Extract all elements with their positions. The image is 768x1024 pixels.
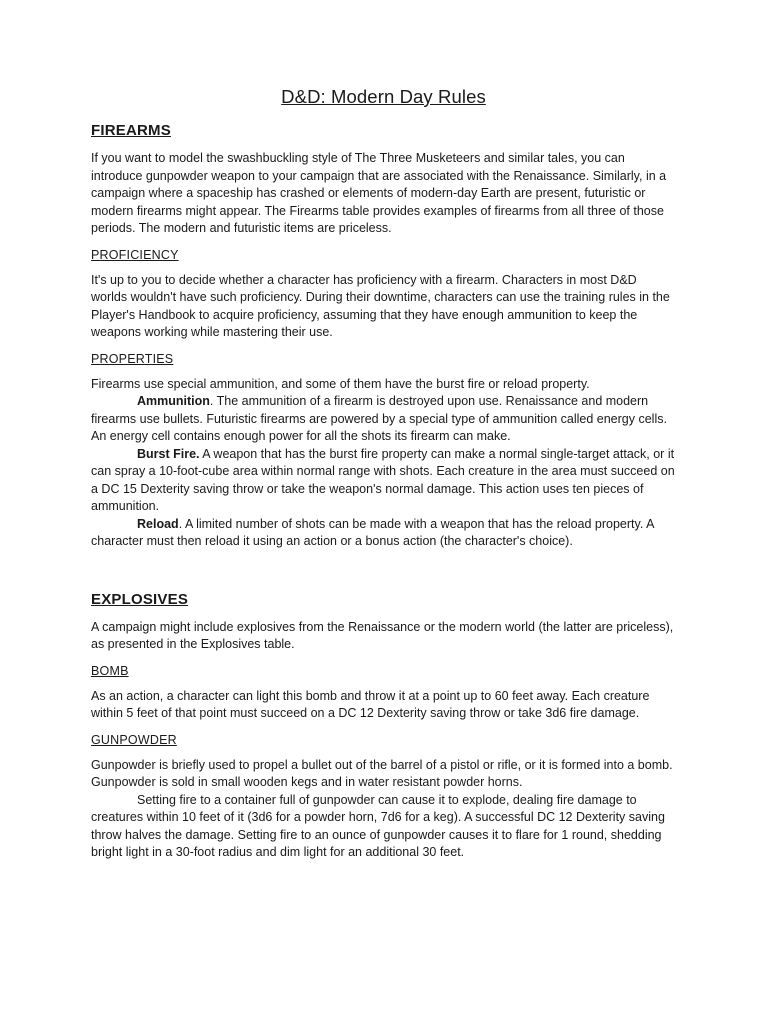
- explosives-intro: A campaign might include explosives from the Renaissance or the modern world (the latter are priceless), as presented in the Explosives table.: [91, 619, 674, 651]
- bomb-heading: BOMB: [91, 663, 129, 678]
- explosives-section: [91, 591, 676, 862]
- firearms-section: [91, 122, 676, 551]
- page-title: D&D: Modern Day Rules: [281, 86, 486, 107]
- burst-fire-text: A weapon that has the burst fire property can make a normal single-target attack, or it can spray a 10-foot-cube area within normal range with shots. Each creature in the area must succeed on a DC 15 Dexterity saving throw or take the weapon's normal damage. This action uses ten pieces of ammunition.: [91, 446, 675, 513]
- properties-heading: PROPERTIES: [91, 351, 174, 366]
- ammunition-term: Ammunition: [137, 394, 210, 408]
- burst-fire-term: Burst Fire.: [137, 446, 200, 461]
- gunpowder-text-1: Gunpowder is briefly used to propel a bullet out of the barrel of a pistol or rifle, or it is formed into a bomb. Gunpowder is sold in small wooden kegs and in water resistant powder horns.: [91, 757, 673, 789]
- explosives-heading: EXPLOSIVES: [91, 590, 189, 608]
- gunpowder-text-2: Setting fire to a container full of gunpowder can cause it to explode, dealing fire damage to creatures within 10 feet of it (3d6 for a powder horn, 7d6 for a keg). A successful DC 12 Dexterity saving throw halves the damage. Setting fire to an ounce of gunpowder causes it to flare for 1 round, shedding bright light in a 30-foot radius and dim light for an additional 30 feet.: [91, 792, 665, 859]
- section-spacer: [91, 551, 676, 591]
- proficiency-text: It's up to you to decide whether a character has proficiency with a firearm. Characters in most D&D worlds wouldn't have such proficiency. During their downtime, characters can use the training rules in the Player's Handbook to acquire proficiency, assuming that they have enough ammunition to keep the weapons working while mastering their use.: [91, 272, 670, 339]
- gunpowder-heading: GUNPOWDER: [91, 732, 177, 747]
- burst-fire-paragraph: [91, 446, 676, 516]
- ammunition-text: . The ammunition of a firearm is destroyed upon use. Renaissance and modern firearms use bullets. Futuristic firearms are powered by a special type of ammunition called energy cells. An energy cell contains enough power for all the shots its firearm can make.: [91, 394, 667, 443]
- reload-text: . A limited number of shots can be made with a weapon that has the reload property. A character must then reload it using an action or a bonus action (the character's choice).: [91, 516, 654, 548]
- reload-term: Reload: [137, 516, 179, 531]
- bomb-text: As an action, a character can light this bomb and throw it at a point up to 60 feet away. Each creature within 5 feet of that point must succeed on a DC 12 Dexterity saving throw or take 3d6 fire damage.: [91, 688, 650, 720]
- reload-paragraph: [91, 516, 676, 551]
- proficiency-heading: PROFICIENCY: [91, 247, 179, 262]
- properties-intro: Firearms use special ammunition, and some of them have the burst fire or reload property.: [91, 376, 590, 391]
- firearms-heading: FIREARMS: [91, 122, 171, 139]
- firearms-intro: If you want to model the swashbuckling style of The Three Musketeers and similar tales, you can introduce gunpowder weapon to your campaign that are associated with the Renaissance. Similarly, in a campaign where a spaceship has crashed or elements of modern-day Earth are present, futuristic or modern firearms might appear. The Firearms table provides examples of firearms from all three of those periods. The modern and futuristic items are priceless.: [91, 151, 667, 235]
- ammunition-paragraph: [91, 393, 676, 446]
